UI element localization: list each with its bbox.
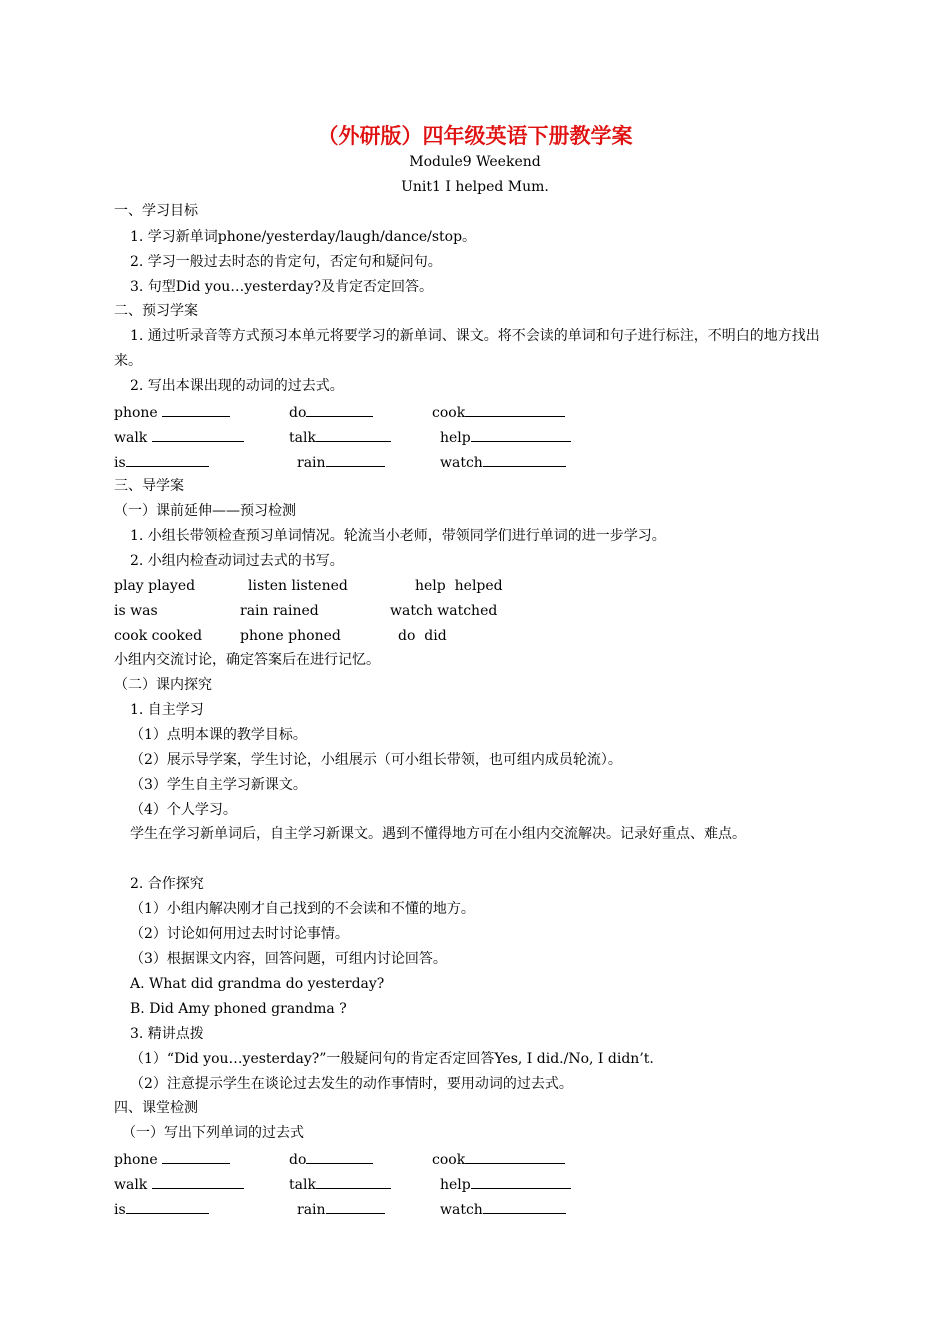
answer-blank[interactable] <box>152 427 244 442</box>
exercise-word-walk: walk <box>114 1174 244 1195</box>
verb-pair: help helped <box>415 578 503 594</box>
step-item: （2）展示导学案，学生讨论，小组展示（可小组长带领，也可组内成员轮流）。 <box>130 752 622 768</box>
step-item: （2）讨论如何用过去时讨论事情。 <box>130 926 349 942</box>
answer-blank[interactable] <box>483 1199 566 1214</box>
subsection-heading: （一）课前延伸——预习检测 <box>114 503 296 519</box>
exercise-word-is: is <box>114 1199 209 1220</box>
document-title: （外研版）四年级英语下册教学案 <box>317 124 633 148</box>
exercise-word-rain: rain <box>297 452 385 473</box>
memo-text: 小组内交流讨论，确定答案后在进行记忆。 <box>114 652 380 668</box>
step-item: （3）根据课文内容，回答问题，可组内讨论回答。 <box>130 951 447 967</box>
verb-pair: do did <box>398 628 447 644</box>
guide-item: 1. 小组长带领检查预习单词情况。轮流当小老师，带领同学们进行单词的进一步学习。 <box>130 528 666 544</box>
exercise-word-talk: talk <box>289 1174 391 1195</box>
objective-item: 3. 句型Did you…yesterday?及肯定否定回答。 <box>130 279 433 295</box>
step-heading: 1. 自主学习 <box>130 702 204 718</box>
objective-item: 2. 学习一般过去时态的肯定句，否定句和疑问句。 <box>130 254 442 270</box>
verb-pair: play played <box>114 578 196 594</box>
exercise-word-rain: rain <box>297 1199 385 1220</box>
step-item: （1）点明本课的教学目标。 <box>130 727 307 743</box>
section-heading-guide: 三、导学案 <box>114 478 184 494</box>
answer-blank[interactable] <box>306 1149 373 1164</box>
answer-blank[interactable] <box>326 1199 385 1214</box>
answer-blank[interactable] <box>465 1149 565 1164</box>
answer-blank[interactable] <box>483 452 566 467</box>
answer-blank[interactable] <box>152 1174 244 1189</box>
guide-item: 2. 小组内检查动词过去式的书写。 <box>130 553 344 569</box>
preview-item: 2. 写出本课出现的动词的过去式。 <box>130 378 344 394</box>
step-item: （3）学生自主学习新课文。 <box>130 777 307 793</box>
step-heading: 2. 合作探究 <box>130 876 204 892</box>
answer-blank[interactable] <box>162 402 230 417</box>
step-item: （2）注意提示学生在谈论过去发生的动作事情时，要用动词的过去式。 <box>130 1076 573 1092</box>
subsection-heading: （二）课内探究 <box>114 677 212 693</box>
question-item: B. Did Amy phoned grandma ? <box>130 1001 347 1017</box>
module-subtitle: Module9 Weekend <box>409 154 541 170</box>
exercise-word-do: do <box>289 1149 373 1170</box>
answer-blank[interactable] <box>126 1199 209 1214</box>
answer-blank[interactable] <box>126 452 209 467</box>
objective-item: 1. 学习新单词phone/yesterday/laugh/dance/stop。 <box>130 229 477 245</box>
exercise-word-phone: phone <box>114 402 230 423</box>
unit-subtitle: Unit1 I helped Mum. <box>401 179 549 195</box>
verb-pair: cook cooked <box>114 628 203 644</box>
step-heading: 3. 精讲点拨 <box>130 1026 204 1042</box>
answer-blank[interactable] <box>316 427 391 442</box>
verb-pair: phone phoned <box>240 628 341 644</box>
preview-paragraph: 1. 通过听录音等方式预习本单元将要学习的新单词、课文。将不会读的单词和句子进行标注，不明白的地方找出来。 <box>114 328 820 369</box>
exercise-word-watch: watch <box>440 1199 566 1220</box>
exercise-word-do: do <box>289 402 373 423</box>
exercise-word-watch: watch <box>440 452 566 473</box>
section-heading-check: 四、课堂检测 <box>114 1100 198 1116</box>
answer-blank[interactable] <box>471 1174 571 1189</box>
exercise-word-cook: cook <box>432 1149 565 1170</box>
answer-blank[interactable] <box>465 402 565 417</box>
verb-pair: is was <box>114 603 158 619</box>
step-item: （4）个人学习。 <box>130 802 237 818</box>
verb-pair: rain rained <box>240 603 319 619</box>
exercise-word-is: is <box>114 452 209 473</box>
subsection-heading: （一）写出下列单词的过去式 <box>122 1125 304 1141</box>
verb-pair: listen listened <box>248 578 348 594</box>
answer-blank[interactable] <box>471 427 571 442</box>
answer-blank[interactable] <box>316 1174 391 1189</box>
exercise-word-phone: phone <box>114 1149 230 1170</box>
exercise-word-help: help <box>440 427 571 448</box>
answer-blank[interactable] <box>162 1149 230 1164</box>
verb-pair: watch watched <box>390 603 498 619</box>
answer-blank[interactable] <box>306 402 373 417</box>
self-study-paragraph: 学生在学习新单词后，自主学习新课文。遇到不懂得地方可在小组内交流解决。记录好重点、难点。 <box>130 826 746 842</box>
step-item: （1）小组内解决刚才自己找到的不会读和不懂的地方。 <box>130 901 475 917</box>
step-item: （1）“Did you…yesterday?”一般疑问句的肯定否定回答Yes, I did./No, I didn’t. <box>130 1051 654 1067</box>
exercise-word-talk: talk <box>289 427 391 448</box>
question-item: A. What did grandma do yesterday? <box>130 976 385 992</box>
section-heading-preview: 二、预习学案 <box>114 303 198 319</box>
section-heading-objectives: 一、学习目标 <box>114 203 198 219</box>
exercise-word-cook: cook <box>432 402 565 423</box>
answer-blank[interactable] <box>326 452 385 467</box>
exercise-word-walk: walk <box>114 427 244 448</box>
exercise-word-help: help <box>440 1174 571 1195</box>
